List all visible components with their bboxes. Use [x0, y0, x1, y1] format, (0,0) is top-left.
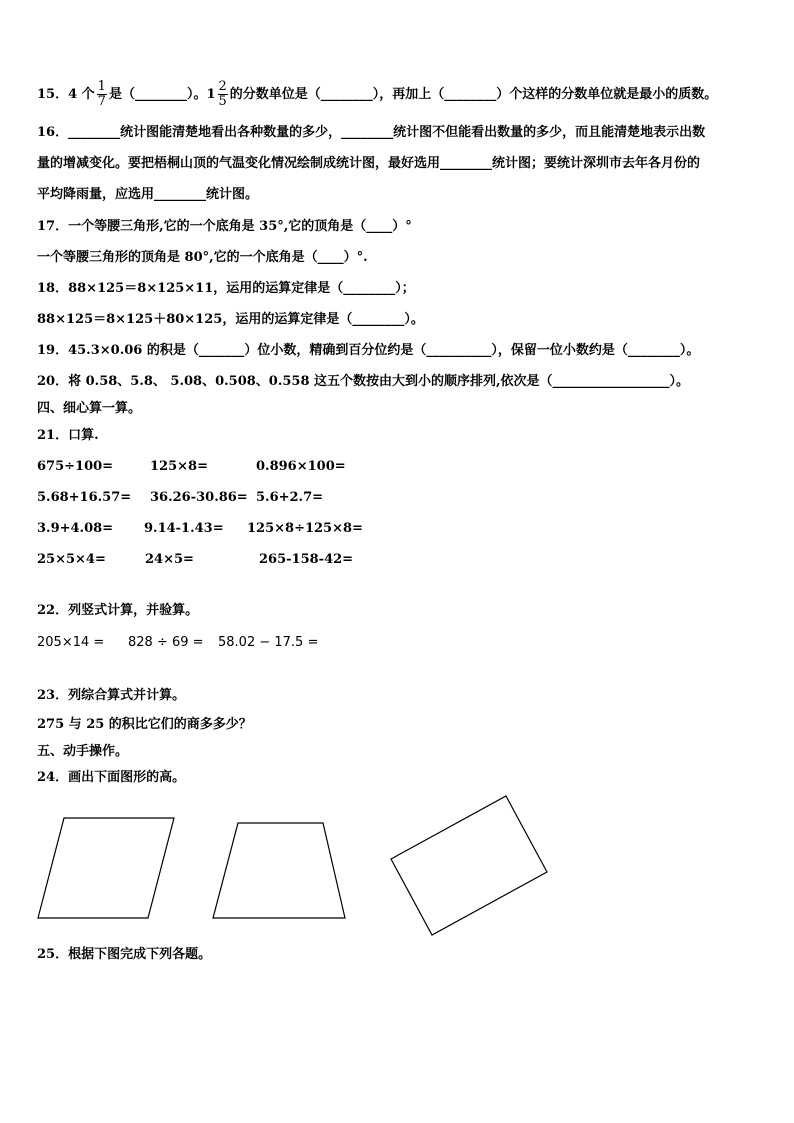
mental-calc-item: 675÷100=: [37, 459, 114, 474]
section-4-heading: 四、细心算一算。: [37, 401, 142, 416]
question-20: 20．将 0.58、5.8、 5.08、0.508、0.558 这五个数按由大到小的顺序排列,依次是（__________________）。: [37, 374, 690, 389]
question-24-title: 24．画出下面图形的高。: [37, 770, 186, 785]
mental-calc-item: 125×8÷125×8=: [247, 521, 363, 536]
mental-calc-item: 5.68+16.57=: [37, 490, 132, 505]
question-23-title: 23．列综合算式并计算。: [37, 688, 186, 703]
question-18-line-1: 18．88×125＝8×125×11，运用的运算定律是（________）；: [37, 281, 415, 296]
rectangle-figure: [391, 796, 547, 935]
mental-calc-item: 9.14-1.43=: [144, 521, 224, 536]
question-19: 19．45.3×0.06 的积是（_______）位小数，精确到百分位约是（__________），保留一位小数约是（________）。: [37, 343, 700, 358]
question-22-title: 22．列竖式计算，并验算。: [37, 603, 199, 618]
fraction-numerator: 1: [97, 79, 106, 94]
q15-part-c: 的分数单位是（________），再加上（________）个这样的分数单位就是最小的质数。: [229, 87, 718, 102]
fraction-denominator: 5: [218, 94, 227, 109]
vertical-calc-item: 205×14 =: [37, 635, 105, 650]
question-18-line-2: 88×125＝8×125＋80×125，运用的运算定律是（________）。: [37, 312, 424, 327]
fraction-numerator: 2: [218, 79, 227, 94]
parallelogram-figure: [38, 818, 174, 918]
trapezoid-figure: [213, 823, 345, 918]
question-21-title: 21．口算.: [37, 428, 99, 443]
mental-calc-item: 3.9+4.08=: [37, 521, 114, 536]
mental-calc-item: 36.26-30.86=: [150, 490, 248, 505]
mental-calc-item: 5.6+2.7=: [256, 490, 324, 505]
mental-calc-item: 265-158-42=: [259, 552, 354, 567]
question-23-text: 275 与 25 的积比它们的商多多少？: [37, 717, 252, 732]
q15-part-b: 是（________）。1: [108, 87, 216, 102]
question-16-line-2: 量的增减变化。要把梧桐山顶的气温变化情况绘制成统计图，最好选用________统计图；要统计深圳市去年各月份的: [37, 156, 701, 171]
mental-calc-item: 125×8=: [150, 459, 208, 474]
mental-calc-item: 0.896×100=: [256, 459, 346, 474]
question-25-title: 25．根据下图完成下列各题。: [37, 947, 212, 962]
fraction-denominator: 7: [97, 94, 106, 109]
vertical-calc-item: 828 ÷ 69 =: [128, 635, 204, 650]
mental-calc-item: 25×5×4=: [37, 552, 106, 567]
q15-part-a: 15．4 个: [37, 87, 95, 102]
question-16-line-1: 16．________统计图能清楚地看出各种数量的多少，________统计图不但能看出数量的多少，而且能清楚地表示出数: [37, 125, 706, 140]
question-17-line-2: 一个等腰三角形的顶角是 80°,它的一个底角是（____）°.: [37, 250, 368, 265]
mental-calc-item: 24×5=: [145, 552, 194, 567]
question-17-line-1: 17．一个等腰三角形,它的一个底角是 35°,它的顶角是（____）°: [37, 219, 412, 234]
vertical-calc-item: 58.02 − 17.5 =: [218, 635, 319, 650]
section-5-heading: 五、动手操作。: [37, 744, 129, 759]
question-16-line-3: 平均降雨量，应选用________统计图。: [37, 187, 259, 202]
